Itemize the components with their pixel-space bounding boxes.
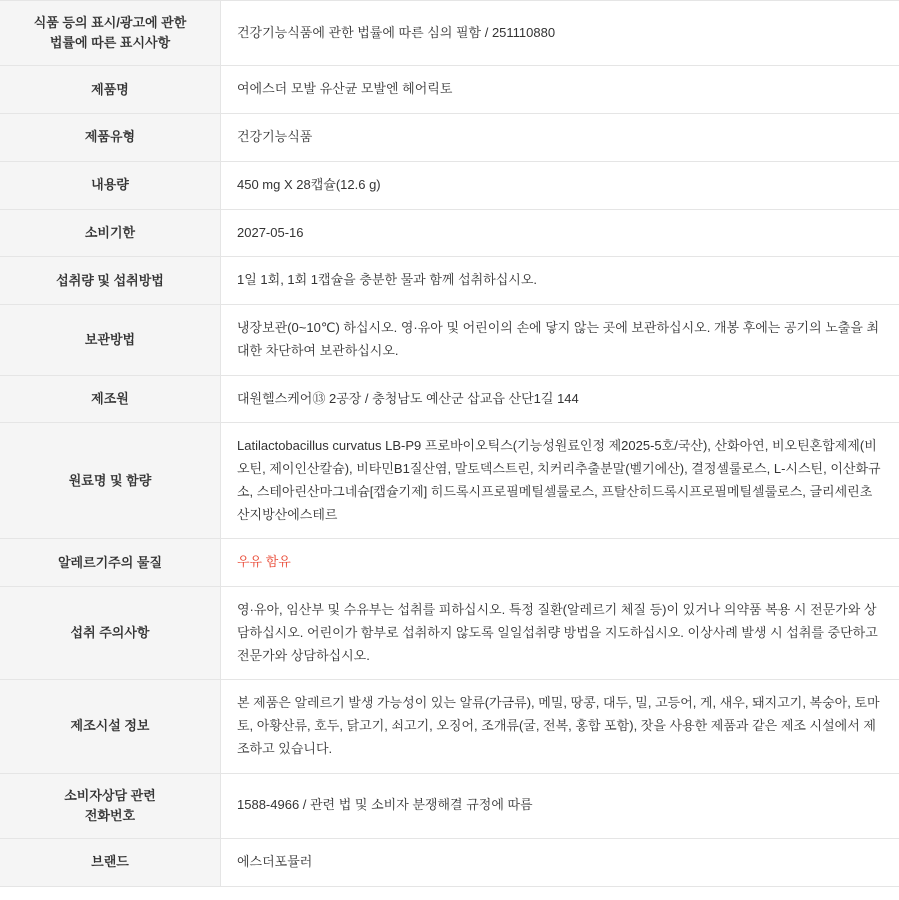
spec-label-line: 제품유형	[84, 129, 136, 145]
table-row	[0, 114, 899, 162]
spec-value: 건강기능식품	[221, 114, 899, 162]
table-row	[0, 773, 899, 838]
table-row	[0, 838, 899, 886]
spec-label	[0, 1, 221, 66]
spec-label	[0, 66, 221, 114]
table-row	[0, 257, 899, 305]
spec-label	[0, 375, 221, 423]
spec-label-line: 제조원	[91, 390, 129, 406]
spec-value: 1588-4966 / 관련 법 및 소비자 분쟁해결 규정에 따름	[221, 773, 899, 838]
table-row	[0, 161, 899, 209]
spec-label-line: 보관방법	[84, 331, 136, 347]
spec-value: 2027-05-16	[221, 209, 899, 257]
spec-label	[0, 680, 221, 773]
spec-label-line: 식품 등의 표시/광고에 관한	[33, 15, 187, 30]
spec-value: 영·유아, 임산부 및 수유부는 섭취를 피하십시오. 특정 질환(알레르기 체질 등)이 있거나 의약품 복용 시 전문가와 상담하십시오. 어린이가 함부로 섭취하지 않도록 일일섭취량 방법을 지도하십시오. 이상사례 발생 시 섭취를 중단하고 전문가와 상담하십시오.	[221, 587, 899, 680]
spec-label	[0, 539, 221, 587]
spec-label	[0, 305, 221, 376]
spec-label-line: 전화번호	[84, 807, 136, 823]
spec-label	[0, 161, 221, 209]
table-row	[0, 587, 899, 680]
spec-value: 대원헬스케어⑬ 2공장 / 충청남도 예산군 삽교읍 산단1길 144	[221, 375, 899, 423]
table-row	[0, 423, 899, 539]
spec-value: 1일 1회, 1회 1캡슐을 충분한 물과 함께 섭취하십시오.	[221, 257, 899, 305]
spec-label-line: 섭취 주의사항	[70, 625, 150, 641]
spec-value-alert: 우유 함유	[221, 539, 899, 587]
spec-label	[0, 423, 221, 539]
spec-value: 건강기능식품에 관한 법률에 따른 심의 필함 / 251110880	[221, 1, 899, 66]
spec-label-line: 원료명 및 함량	[68, 472, 152, 488]
table-row	[0, 539, 899, 587]
spec-label-line: 소비기한	[84, 224, 136, 240]
spec-label	[0, 257, 221, 305]
table-row	[0, 305, 899, 376]
spec-value: 냉장보관(0~10℃) 하십시오. 영·유아 및 어린이의 손에 닿지 않는 곳에 보관하십시오. 개봉 후에는 공기의 노출을 최대한 차단하여 보관하십시오.	[221, 305, 899, 376]
table-row	[0, 66, 899, 114]
spec-label	[0, 838, 221, 886]
spec-label-line: 제조시설 정보	[70, 718, 150, 734]
spec-label-line: 제품명	[91, 81, 129, 97]
table-row	[0, 375, 899, 423]
spec-value: 450 mg X 28캡슐(12.6 g)	[221, 161, 899, 209]
spec-label	[0, 587, 221, 680]
product-spec-table-body	[0, 1, 899, 887]
spec-label-line: 법률에 따른 표시사항	[49, 35, 171, 51]
spec-label	[0, 209, 221, 257]
spec-label-line: 소비자상담 관련	[64, 787, 156, 803]
table-row	[0, 209, 899, 257]
spec-value: Latilactobacillus curvatus LB-P9 프로바이오틱스(기능성원료인정 제2025-5호/국산), 산화아연, 비오틴혼합제제(비오틴, 제이인산칼슘), 비타민B1질산염, 말토덱스트린, 치커리추출분말(벨기에산), 결정셀룰로스, L-시스틴, 이산화규소, 스테아린산마그네슘[캡슐기제] 히드록시프로필메틸셀룰로스, 프탈산히드록시프로필메틸셀룰로스, 글리세린초산지방산에스테르	[221, 423, 899, 539]
spec-label-line: 섭취량 및 섭취방법	[56, 272, 164, 288]
spec-label-line: 내용량	[91, 177, 129, 193]
spec-label-line: 알레르기주의 물질	[57, 554, 163, 570]
spec-value: 여에스더 모발 유산균 모발엔 헤어릭토	[221, 66, 899, 114]
spec-label	[0, 114, 221, 162]
table-row	[0, 680, 899, 773]
table-row	[0, 1, 899, 66]
spec-value: 본 제품은 알레르기 발생 가능성이 있는 알류(가금류), 메밀, 땅콩, 대두, 밀, 고등어, 게, 새우, 돼지고기, 복숭아, 토마토, 아황산류, 호두, 닭고기, 쇠고기, 오징어, 조개류(굴, 전복, 홍합 포함), 잣을 사용한 제품과 같은 제조 시설에서 제조하고 있습니다.	[221, 680, 899, 773]
spec-label-line: 브랜드	[91, 854, 129, 870]
spec-label	[0, 773, 221, 838]
spec-value: 에스더포뮬러	[221, 838, 899, 886]
